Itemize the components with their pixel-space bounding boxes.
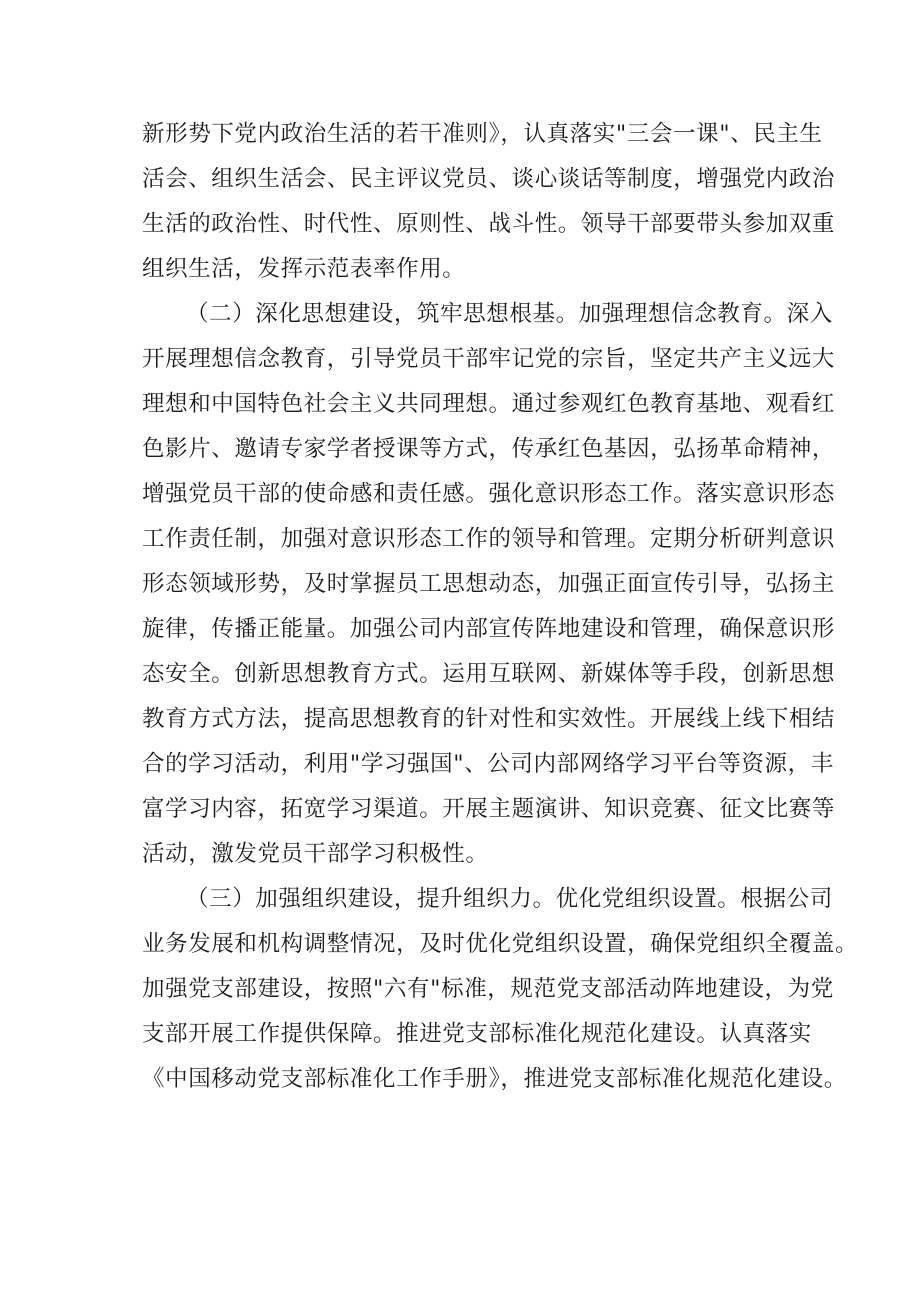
- text-line-7: 理想和中国特色社会主义共同理想。通过参观红色教育基地、观看红: [142, 391, 836, 417]
- text-line-13: 态安全。创新思想教育方式。运用互联网、新媒体等手段，创新思想: [142, 661, 836, 687]
- section-3-heading-line: （三）加强组织建设，提升组织力。优化党组织设置。根据公司: [186, 886, 833, 912]
- text-line-9: 增强党员干部的使命感和责任感。强化意识形态工作。落实意识形态: [142, 481, 836, 507]
- text-line-12: 旋律，传播正能量。加强公司内部宣传阵地建设和管理，确保意识形: [142, 616, 836, 642]
- text-line-8: 色影片、邀请专家学者授课等方式，传承红色基因，弘扬革命精神，: [142, 436, 836, 462]
- text-line-16: 富学习内容，拓宽学习渠道。开展主题演讲、知识竞赛、征文比赛等: [142, 796, 836, 822]
- text-line-6: 开展理想信念教育，引导党员干部牢记党的宗旨，坚定共产主义远大: [142, 346, 836, 372]
- text-line-17: 活动，激发党员干部学习积极性。: [142, 841, 489, 867]
- text-line-11: 形态领域形势，及时掌握员工思想动态，加强正面宣传引导，弘扬主: [142, 571, 836, 597]
- text-line-10: 工作责任制，加强对意识形态工作的领导和管理。定期分析研判意识: [142, 526, 836, 552]
- text-line-3: 生活的政治性、时代性、原则性、战斗性。领导干部要带头参加双重: [142, 211, 836, 237]
- text-line-20: 加强党支部建设，按照"六有"标准，规范党支部活动阵地建设，为党: [142, 976, 834, 1002]
- text-line-2: 活会、组织生活会、民主评议党员、谈心谈话等制度，增强党内政治: [142, 166, 836, 192]
- section-2-heading-line: （二）深化思想建设，筑牢思想根基。加强理想信念教育。深入: [186, 301, 833, 327]
- text-line-15: 合的学习活动，利用"学习强国"、公司内部网络学习平台等资源，丰: [142, 751, 834, 777]
- text-line-14: 教育方式方法，提高思想教育的针对性和实效性。开展线上线下相结: [142, 706, 836, 732]
- text-line-1: 新形势下党内政治生活的若干准则》，认真落实"三会一课"、民主生: [142, 121, 823, 147]
- text-line-19: 业务发展和机构调整情况，及时优化党组织设置，确保党组织全覆盖。: [142, 931, 859, 957]
- text-line-21: 支部开展工作提供保障。推进党支部标准化规范化建设。认真落实: [142, 1021, 812, 1047]
- text-line-22: 《中国移动党支部标准化工作手册》，推进党支部标准化规范化建设。: [142, 1066, 847, 1092]
- text-line-4: 组织生活，发挥示范表率作用。: [142, 256, 466, 282]
